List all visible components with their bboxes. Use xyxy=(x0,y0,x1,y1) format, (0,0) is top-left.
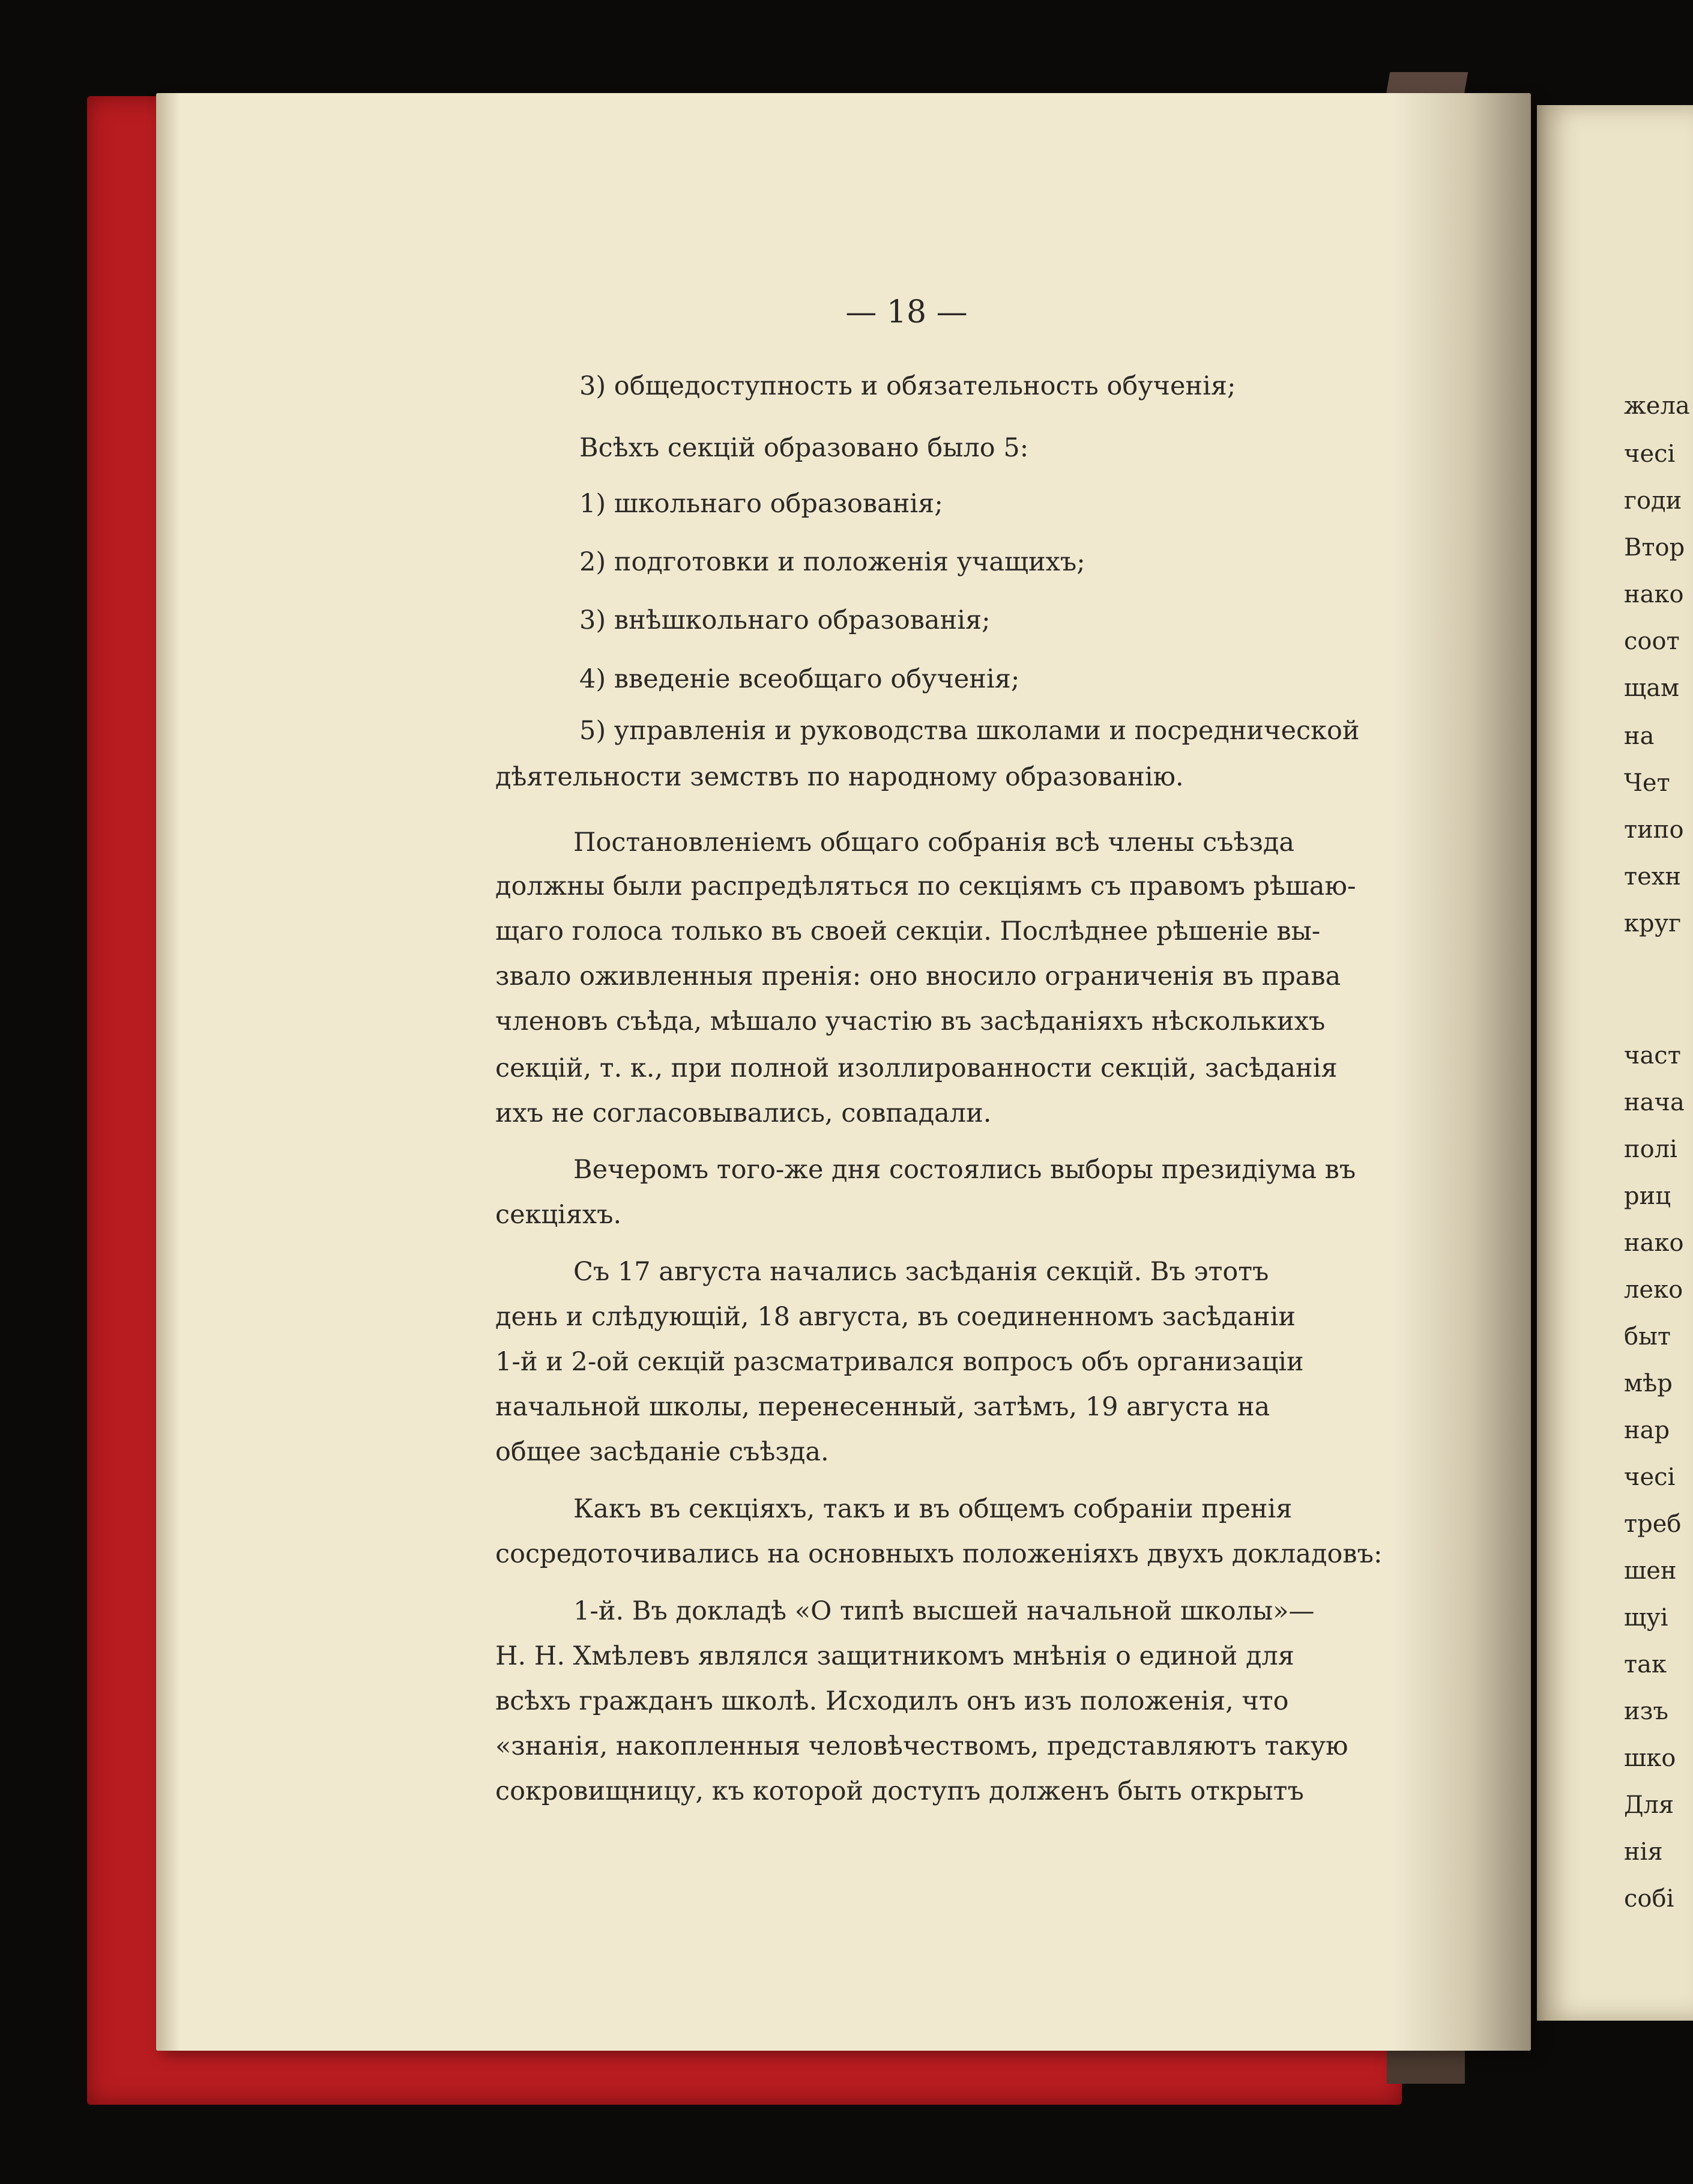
next-page-line: нар xyxy=(1624,1417,1670,1444)
text-line: Какъ въ секціяхъ, такъ и въ общемъ собраніи пренія xyxy=(573,1494,1293,1524)
text-line: сокровищницу, къ которой доступъ долженъ быть открытъ xyxy=(495,1776,1304,1806)
next-page-line: треб xyxy=(1624,1510,1682,1538)
next-page-line: чесі xyxy=(1624,1463,1676,1491)
text-line: звало оживленныя пренія: оно вносило ограниченія въ права xyxy=(495,961,1341,991)
text-line: «знанія, накопленныя человѣчествомъ, представляютъ такую xyxy=(495,1731,1348,1761)
next-page-line: Чет xyxy=(1624,769,1670,797)
next-page-line: техн xyxy=(1624,863,1682,891)
text-line: членовъ съѣда, мѣшало участію въ засѣданіяхъ нѣсколькихъ xyxy=(495,1006,1326,1036)
next-page-line: мѣр xyxy=(1624,1370,1673,1397)
next-page-line: шко xyxy=(1624,1744,1676,1772)
next-page-line: шен xyxy=(1624,1557,1677,1585)
next-page-line: нако xyxy=(1624,581,1684,608)
text-line: всѣхъ гражданъ школѣ. Исходилъ онъ изъ положенія, что xyxy=(495,1686,1289,1716)
next-page-line: част xyxy=(1624,1042,1681,1069)
text-line: Н. Н. Хмѣлевъ являлся защитникомъ мнѣнія о единой для xyxy=(495,1641,1294,1671)
next-page-line: щам xyxy=(1624,674,1680,702)
text-line: 1-й. Въ докладѣ «О типѣ высшей начальной школы»— xyxy=(573,1596,1315,1626)
next-page-line: нія xyxy=(1624,1838,1663,1866)
next-page-line: Для xyxy=(1624,1791,1674,1819)
next-page-line: леко xyxy=(1624,1276,1683,1304)
text-line: щаго голоса только въ своей секціи. Послѣднее рѣшеніе вы- xyxy=(495,916,1321,946)
next-page-line: полі xyxy=(1624,1136,1677,1163)
text-line: ихъ не согласовывались, совпадали. xyxy=(495,1098,992,1128)
text-line: дѣятельности земствъ по народному образованію. xyxy=(495,762,1184,792)
text-line: должны были распредѣляться по секціямъ съ правомъ рѣшаю- xyxy=(495,871,1356,901)
next-page-line: на xyxy=(1624,722,1655,750)
text-line: начальной школы, перенесенный, затѣмъ, 19 августа на xyxy=(495,1392,1270,1422)
next-page-line: изъ xyxy=(1624,1698,1668,1725)
next-page-line: годи xyxy=(1624,487,1682,515)
text-line: общее засѣданіе съѣзда. xyxy=(495,1437,829,1467)
next-page-line: соот xyxy=(1624,628,1680,655)
text-line: секціяхъ. xyxy=(495,1200,622,1230)
next-page-line: щуі xyxy=(1624,1604,1668,1632)
next-page-line: собі xyxy=(1624,1885,1674,1913)
next-page-line: так xyxy=(1624,1651,1667,1678)
text-line: 3) общедоступность и обязательность обученія; xyxy=(579,371,1236,401)
page-number: — 18 — xyxy=(845,294,968,330)
text-line: 3) внѣшкольнаго образованія; xyxy=(579,605,991,635)
text-line: сосредоточивались на основныхъ положеніяхъ двухъ докладовъ: xyxy=(495,1539,1383,1569)
text-line: Вечеромъ того-же дня состоялись выборы президіума въ xyxy=(573,1155,1356,1185)
text-line: 5) управленія и руководства школами и посреднической xyxy=(579,716,1360,746)
next-page-line: типо xyxy=(1624,816,1684,844)
next-page-edge xyxy=(1537,105,1693,2021)
text-line: 4) введеніе всеобщаго обученія; xyxy=(579,664,1020,694)
text-line: 2) подготовки и положенія учащихъ; xyxy=(579,547,1085,577)
text-line: 1-й и 2-ой секцій разсматривался вопросъ объ организаціи xyxy=(495,1347,1304,1377)
text-line: Всѣхъ секцій образовано было 5: xyxy=(579,433,1029,463)
text-line: 1) школьнаго образованія; xyxy=(579,489,943,519)
next-page-line: нако xyxy=(1624,1229,1684,1257)
next-page-line: риц xyxy=(1624,1182,1671,1210)
text-line: Постановленіемъ общаго собранія всѣ члены съѣзда xyxy=(573,827,1295,858)
next-page-line: нача xyxy=(1624,1089,1685,1116)
page-edge-shadow xyxy=(156,93,180,2051)
next-page-line: Втор xyxy=(1624,534,1685,561)
text-line: день и слѣдующій, 18 августа, въ соединенномъ засѣданіи xyxy=(495,1302,1296,1332)
next-page-line: чесі xyxy=(1624,440,1676,468)
next-page-line: быт xyxy=(1624,1323,1671,1351)
next-page-line: круг xyxy=(1624,910,1682,937)
text-line: секцій, т. к., при полной изоллированности секцій, засѣданія xyxy=(495,1053,1338,1083)
text-line: Съ 17 августа начались засѣданія секцій. Въ этотъ xyxy=(573,1257,1269,1287)
next-page-line: жела xyxy=(1624,392,1690,420)
